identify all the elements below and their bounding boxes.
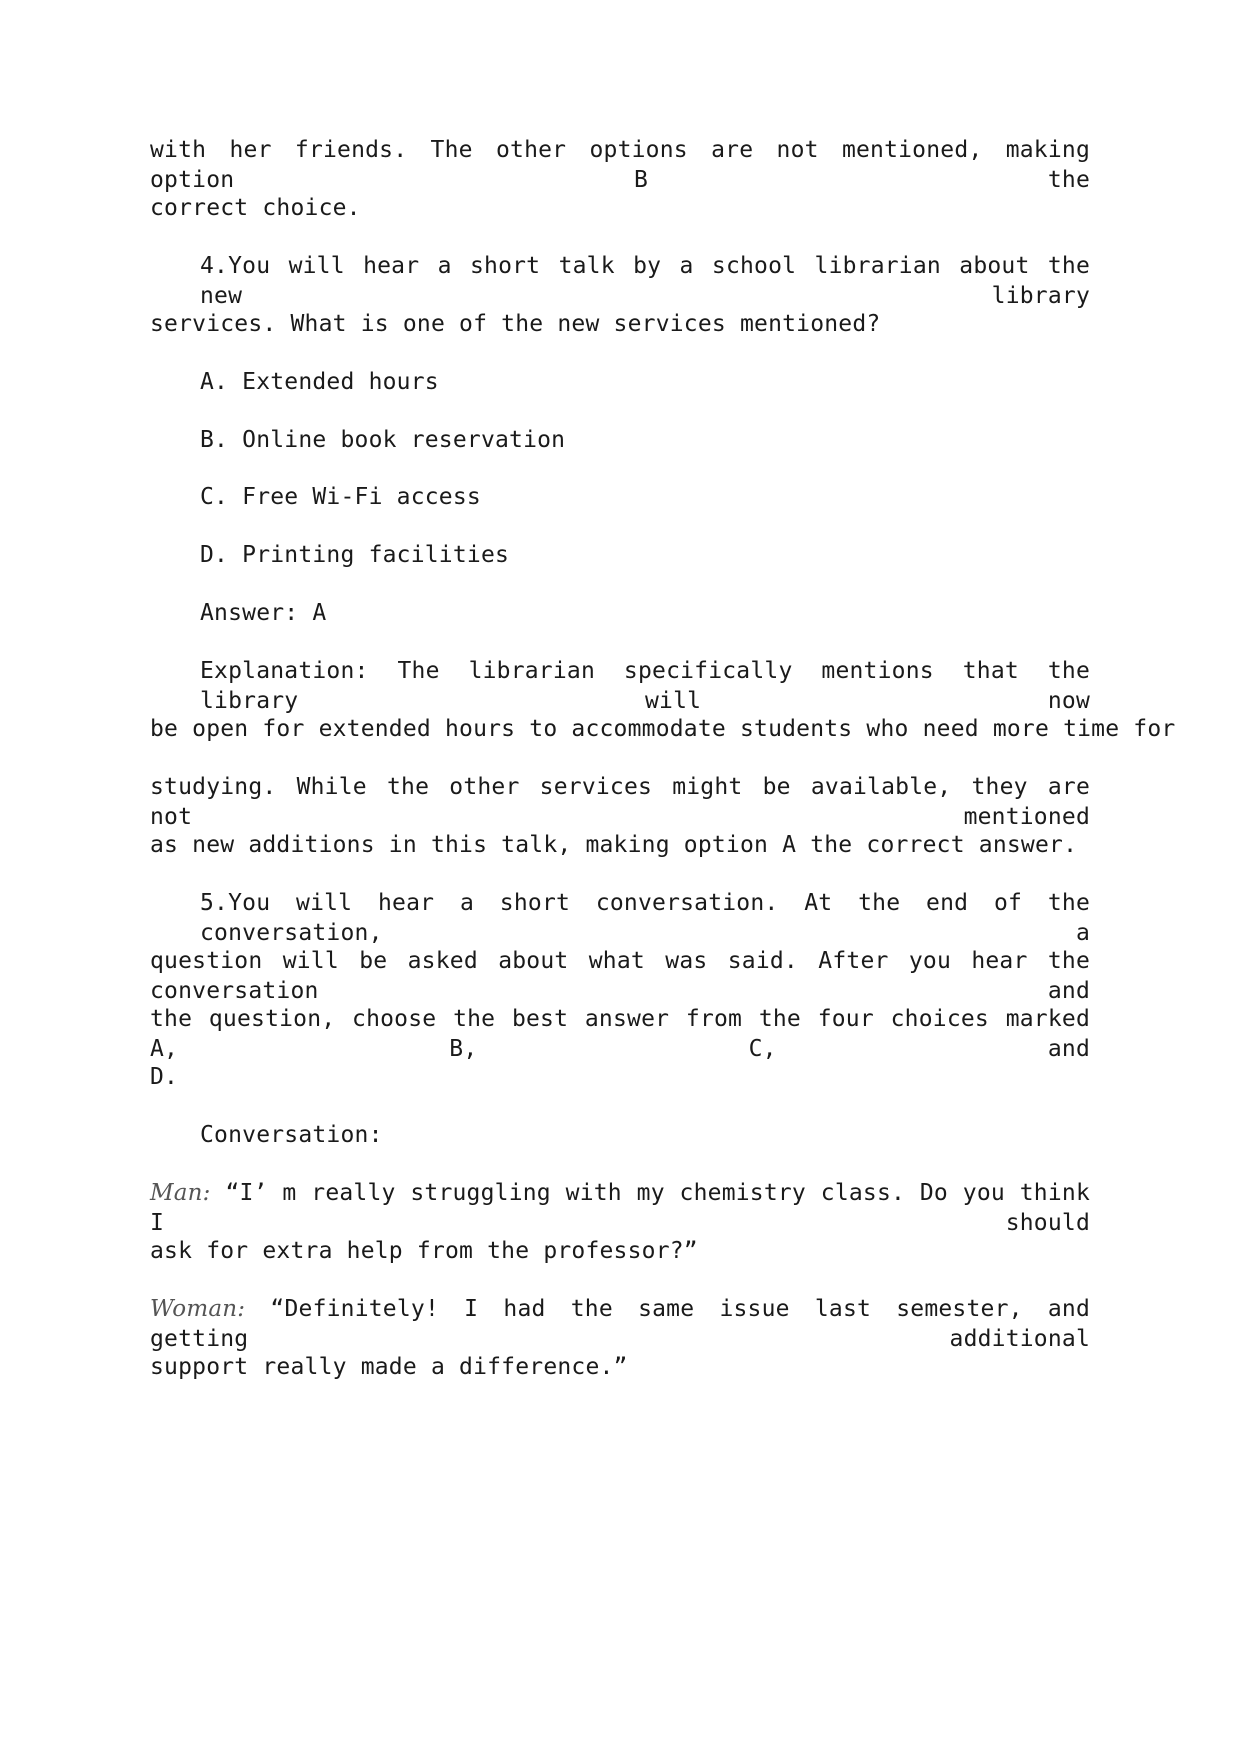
question-4-line-1: 4.You will hear a short talk by a school librarian about the new library xyxy=(200,253,1090,309)
man-line-1 xyxy=(150,1178,1090,1238)
question-4-answer: Answer: A xyxy=(200,600,327,626)
question-4-explanation-line-1: Explanation: The librarian specifically mentions that the library will now xyxy=(200,658,1090,714)
woman-quote-part-2: support really made a difference.” xyxy=(150,1354,628,1380)
conversation-label: Conversation: xyxy=(200,1122,383,1148)
question-4-option-b: B. Online book reservation xyxy=(200,427,566,453)
woman-speaker-label: Woman: xyxy=(150,1296,246,1322)
question-5-line-1: 5.You will hear a short conversation. At the end of the conversation, a xyxy=(200,890,1090,946)
question-5-line-4: D. xyxy=(150,1064,179,1090)
question-4-line-2: services. What is one of the new services mentioned? xyxy=(150,311,881,337)
woman-line-1 xyxy=(150,1294,1090,1354)
man-quote-part-1: “I’ m really struggling with my chemistry class. Do you think I should xyxy=(150,1180,1090,1236)
woman-quote-part-1: “Definitely! I had the same issue last semester, and getting additional xyxy=(150,1296,1090,1352)
question-5-line-3: the question, choose the best answer from the four choices marked A, B, C, and xyxy=(150,1006,1090,1062)
man-speaker-label: Man: xyxy=(150,1180,211,1206)
question-5-line-2: question will be asked about what was said. After you hear the conversation and xyxy=(150,948,1090,1004)
question-4-explanation-line-2: be open for extended hours to accommodate students who need more time for xyxy=(150,716,1176,742)
question-4-option-c: C. Free Wi-Fi access xyxy=(200,484,481,510)
question-4-option-a: A. Extended hours xyxy=(200,369,439,395)
question-4-option-d: D. Printing facilities xyxy=(200,542,510,568)
man-quote-part-2: ask for extra help from the professor?” xyxy=(150,1238,698,1264)
question-4-explanation-line-3: studying. While the other services might be available, they are not mentioned xyxy=(150,774,1090,830)
prev-paragraph-line-1: with her friends. The other options are not mentioned, making option B the xyxy=(150,137,1090,193)
question-4-explanation-line-4: as new additions in this talk, making option A the correct answer. xyxy=(150,832,1078,858)
prev-paragraph-line-2: correct choice. xyxy=(150,195,361,221)
